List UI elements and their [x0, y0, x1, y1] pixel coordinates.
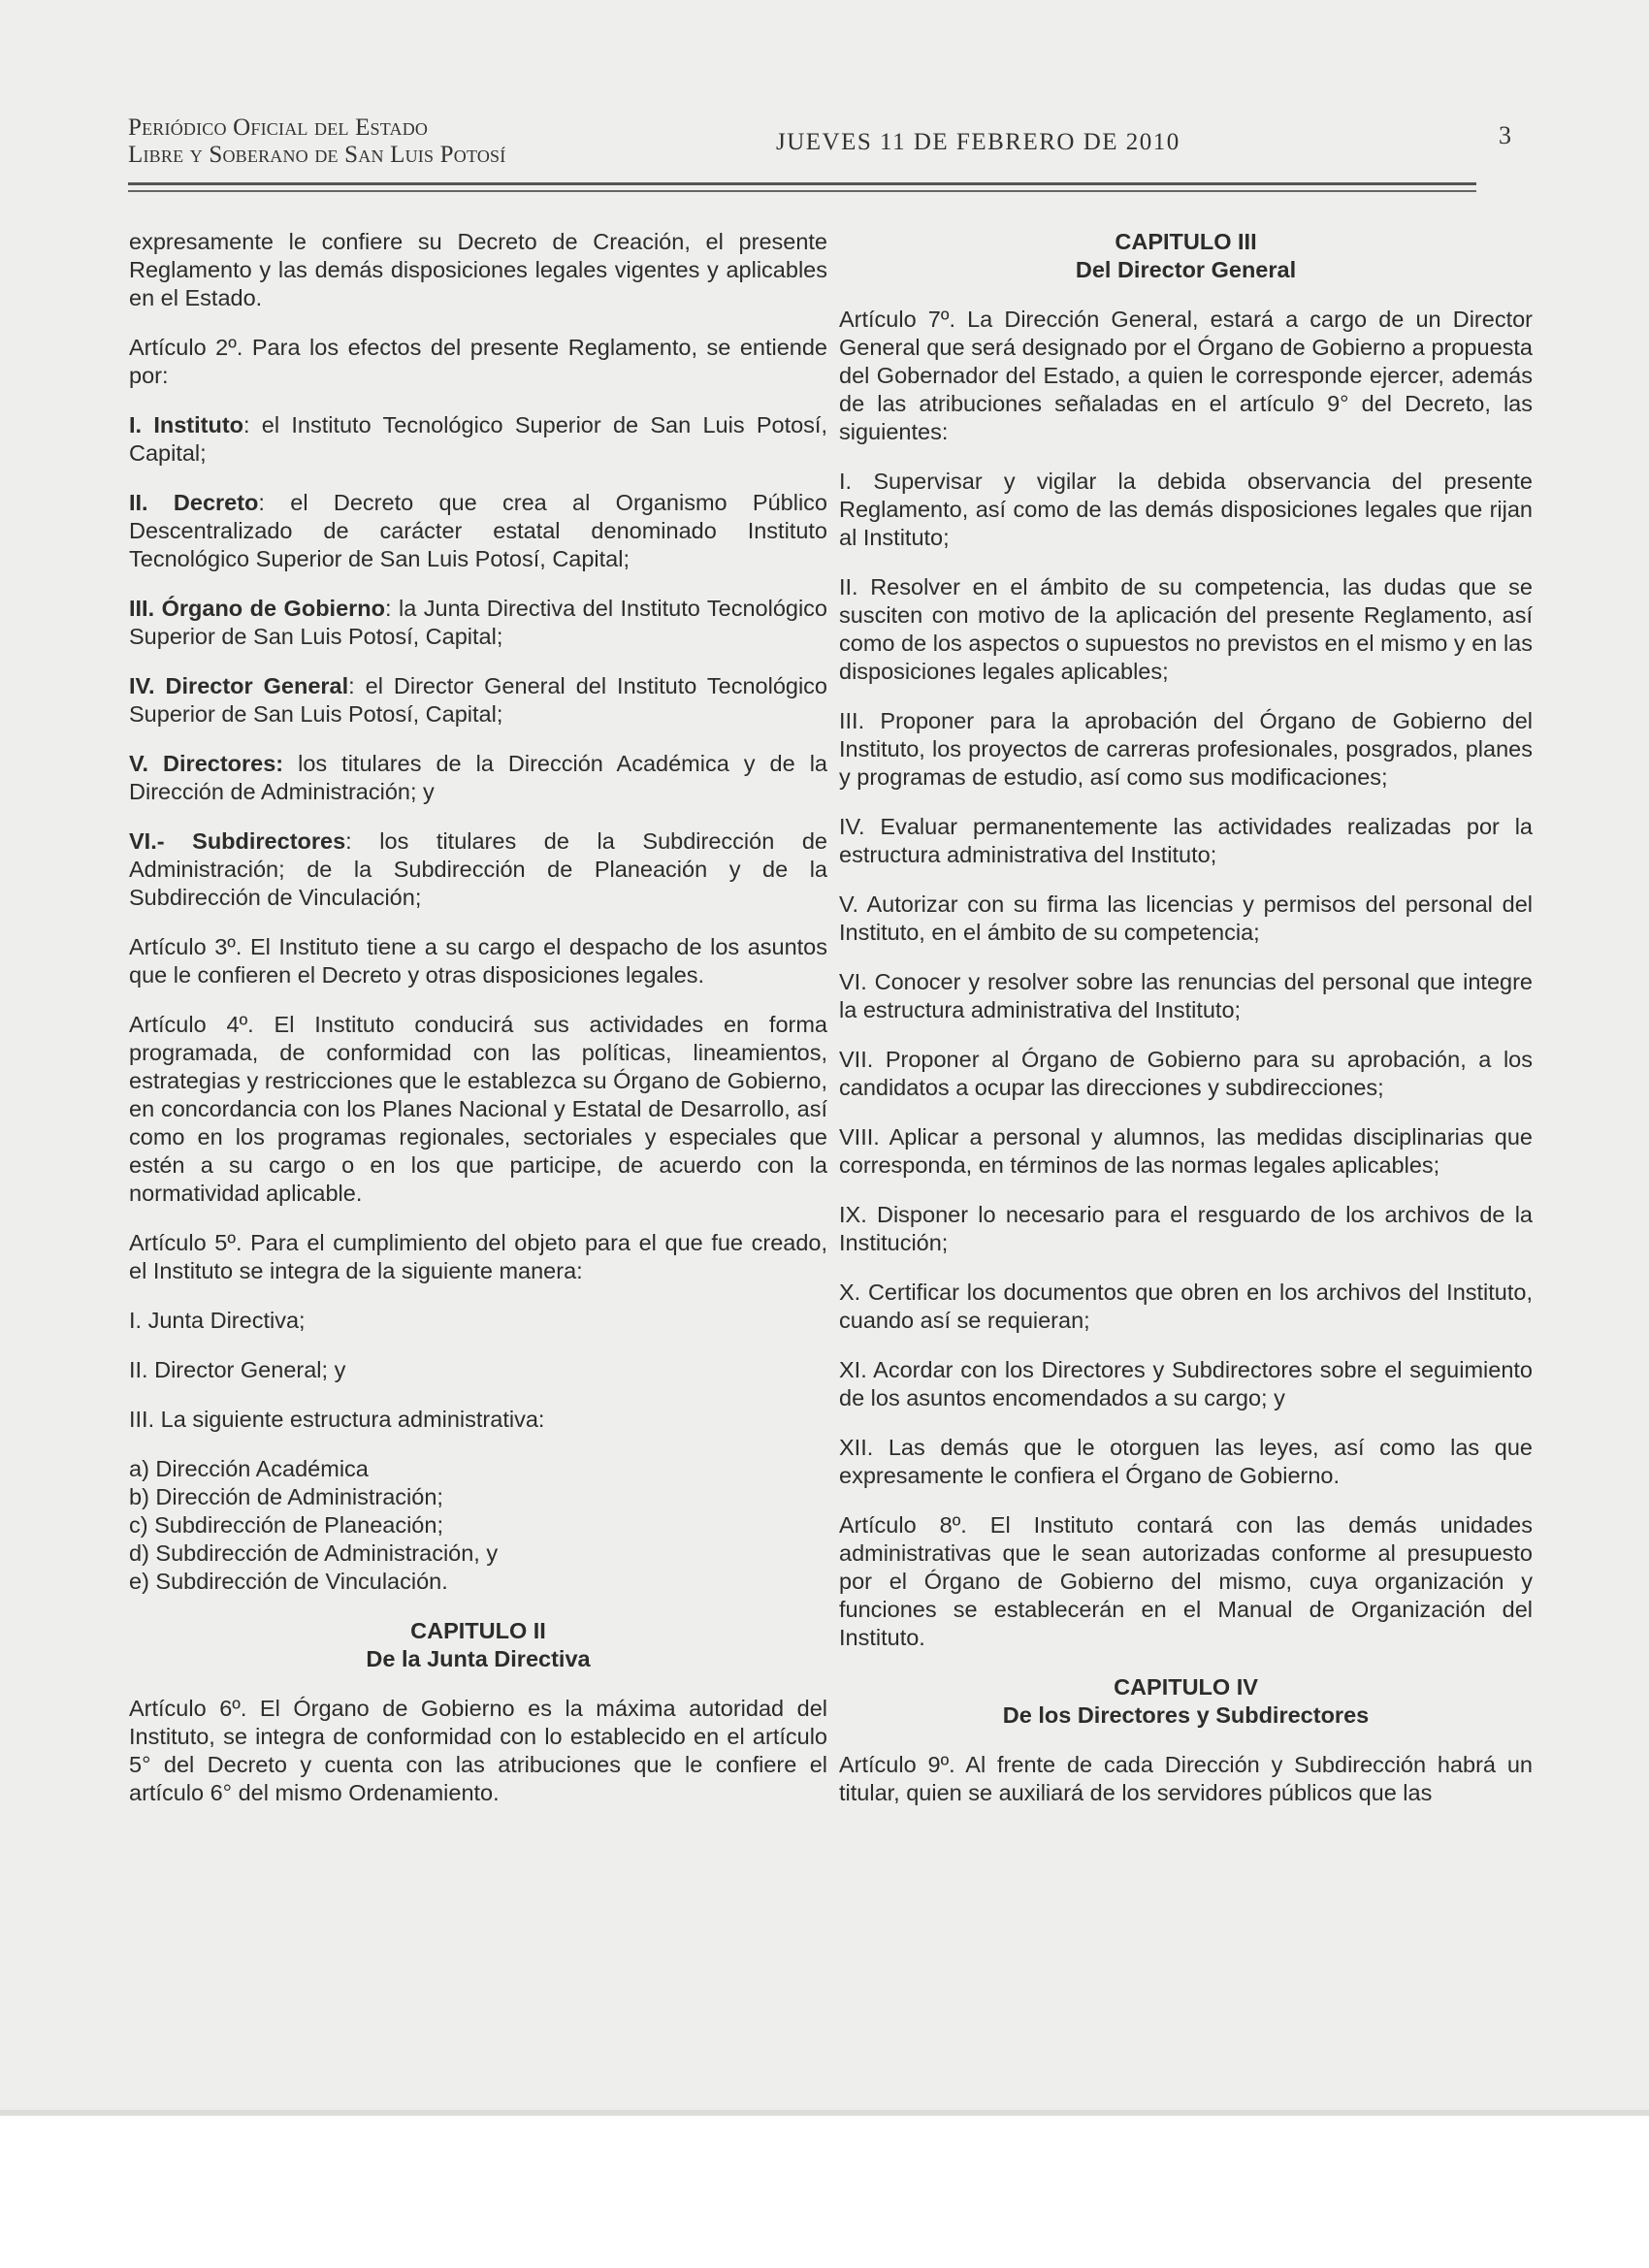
article-5: Artículo 5º. Para el cumplimiento del objeto para el que fue creado, el Instituto se integra de la siguiente manera:: [129, 1230, 827, 1283]
chapter-heading: [839, 228, 1533, 284]
structure-item: c) Subdirección de Planeación;: [129, 1512, 443, 1538]
faculty-item: XI. Acordar con los Directores y Subdirectores sobre el seguimiento de los asuntos encomendados a su cargo; y: [839, 1357, 1533, 1410]
chapter-title: Del Director General: [1075, 257, 1297, 282]
structure-item: d) Subdirección de Administración, y: [129, 1540, 499, 1566]
article-2: Artículo 2º. Para los efectos del presente Reglamento, se entiende por:: [129, 335, 827, 388]
article-5-item: II. Director General; y: [129, 1357, 346, 1382]
faculty-item: VII. Proponer al Órgano de Gobierno para su aprobación, a los candidatos a ocupar las direcciones y subdirecciones;: [839, 1047, 1533, 1100]
faculty-item: XII. Las demás que le otorguen las leyes, así como las que expresamente le confiera el Órgano de Gobierno.: [839, 1435, 1533, 1488]
definition-text: : la Junta Directiva del Instituto Tecnológico Superior de San Luis Potosí, Capital;: [129, 596, 827, 649]
publication-name-line2: Libre y Soberano de San Luis Potosí: [128, 142, 506, 168]
right-column: [839, 228, 1533, 1829]
article-7: Artículo 7º. La Dirección General, estará a cargo de un Director General que será designado por el Órgano de Gobierno a propuesta del Gobernador del Estado, a quien le corresponde ejercer, además de las atribuciones señaladas en el artículo 9° del Decreto, las siguientes:: [839, 307, 1533, 444]
definition-item: [129, 750, 827, 806]
definition-item: [129, 827, 827, 912]
chapter-number: CAPITULO IV: [1114, 1674, 1258, 1700]
structure-item: e) Subdirección de Vinculación.: [129, 1569, 448, 1594]
chapter-number: CAPITULO III: [1115, 229, 1257, 254]
publication-name-line1: Periódico Oficial del Estado: [128, 114, 429, 141]
faculty-item: III. Proponer para la aprobación del Órgano de Gobierno del Instituto, los proyectos de carreras profesionales, posgrados, planes y programas de estudio, así como sus modificaciones;: [839, 708, 1533, 790]
definition-term: I. Instituto: [129, 412, 243, 437]
article-9: Artículo 9º. Al frente de cada Dirección y Subdirección habrá un titular, quien se auxiliará de los servidores públicos que las: [839, 1752, 1533, 1805]
definition-text: : el Instituto Tecnológico Superior de San Luis Potosí, Capital;: [129, 412, 827, 466]
chapter-title: De la Junta Directiva: [366, 1646, 591, 1671]
article-4: Artículo 4º. El Instituto conducirá sus actividades en forma programada, de conformidad con las políticas, lineamientos, estrategias y restricciones que le establezca su Órgano de Gobierno, en concordancia con los Planes Nacional y Estatal de Desarrollo, así como en los programas regionales, sectoriales y especiales que estén a su cargo o en los que participe, de acuerdo con la normatividad aplicable.: [129, 1012, 827, 1206]
definition-item: [129, 595, 827, 651]
article-3: Artículo 3º. El Instituto tiene a su cargo el despacho de los asuntos que le confieren el Decreto y otras disposiciones legales.: [129, 934, 827, 988]
page-number: 3: [1499, 121, 1511, 149]
definition-text: : el Director General del Instituto Tecnológico Superior de San Luis Potosí, Capital;: [129, 673, 828, 727]
definition-item: [129, 411, 827, 468]
definition-term: IV. Director General: [129, 673, 349, 698]
issue-date: JUEVES 11 DE FEBRERO DE 2010: [776, 129, 1180, 155]
faculty-item: VI. Conocer y resolver sobre las renuncias del personal que integre la estructura administrativa del Instituto;: [839, 969, 1533, 1022]
header-rule-top: [128, 182, 1476, 185]
definition-text: : los titulares de la Subdirección de Administración; de la Subdirección de Planeación y de la Subdirección de Vinculación;: [129, 828, 827, 910]
faculty-item: IX. Disponer lo necesario para el resguardo de los archivos de la Institución;: [839, 1202, 1533, 1255]
chapter-heading: [129, 1617, 827, 1673]
chapter-number: CAPITULO II: [410, 1618, 546, 1643]
definition-text: los titulares de la Dirección Académica y de la Dirección de Administración; y: [129, 751, 827, 804]
faculty-item: IV. Evaluar permanentemente las actividades realizadas por la estructura administrativa del Instituto;: [839, 814, 1533, 867]
header-rule-bottom: [128, 190, 1476, 192]
definition-item: [129, 489, 827, 573]
faculty-item: I. Supervisar y vigilar la debida observancia del presente Reglamento, así como de las demás disposiciones legales que rijan al Instituto;: [839, 469, 1533, 550]
page-edge: [0, 2110, 1649, 2116]
left-column: [129, 228, 827, 1829]
faculty-item: V. Autorizar con su firma las licencias y permisos del personal del Instituto, en el ámbito de su competencia;: [839, 891, 1533, 945]
definition-text: : el Decreto que crea al Organismo Público Descentralizado de carácter estatal denominado Instituto Tecnológico Superior de San Luis Potosí, Capital;: [129, 490, 827, 571]
chapter-heading: [839, 1673, 1533, 1730]
article-5-item: I. Junta Directiva;: [129, 1308, 306, 1333]
intro-paragraph: expresamente le confiere su Decreto de Creación, el presente Reglamento y las demás disposiciones legales vigentes y aplicables en el Estado.: [129, 229, 827, 310]
definition-term: VI.- Subdirectores: [129, 828, 346, 854]
faculty-item: VIII. Aplicar a personal y alumnos, las medidas disciplinarias que corresponda, en términos de las normas legales aplicables;: [839, 1124, 1533, 1178]
publication-name: [128, 114, 505, 169]
structure-item: b) Dirección de Administración;: [129, 1484, 443, 1509]
article-8: Artículo 8º. El Instituto contará con las demás unidades administrativas que le sean autorizadas conforme al presupuesto por el Órgano de Gobierno del mismo, cuya organización y funciones se establecerán en el Manual de Organización del Instituto.: [839, 1512, 1533, 1650]
article-6: Artículo 6º. El Órgano de Gobierno es la máxima autoridad del Instituto, se integra de conformidad con lo establecido en el artículo 5° del Decreto y cuenta con las atribuciones que le confiere el artículo 6° del mismo Ordenamiento.: [129, 1696, 827, 1805]
structure-list: [129, 1455, 827, 1596]
definition-term: V. Directores:: [129, 751, 284, 776]
definition-item: [129, 672, 827, 729]
faculty-item: II. Resolver en el ámbito de su competencia, las dudas que se susciten con motivo de la aplicación del presente Reglamento, así como de los aspectos o supuestos no previstos en el mismo y en las disposiciones legales aplicables;: [839, 574, 1533, 684]
faculty-item: X. Certificar los documentos que obren en los archivos del Instituto, cuando así se requieran;: [839, 1280, 1533, 1333]
definition-term: III. Órgano de Gobierno: [129, 596, 386, 621]
chapter-title: De los Directores y Subdirectores: [1002, 1702, 1370, 1728]
definition-term: II. Decreto: [129, 490, 259, 515]
structure-item: a) Dirección Académica: [129, 1456, 369, 1481]
article-5-item: III. La siguiente estructura administrativa:: [129, 1407, 545, 1432]
